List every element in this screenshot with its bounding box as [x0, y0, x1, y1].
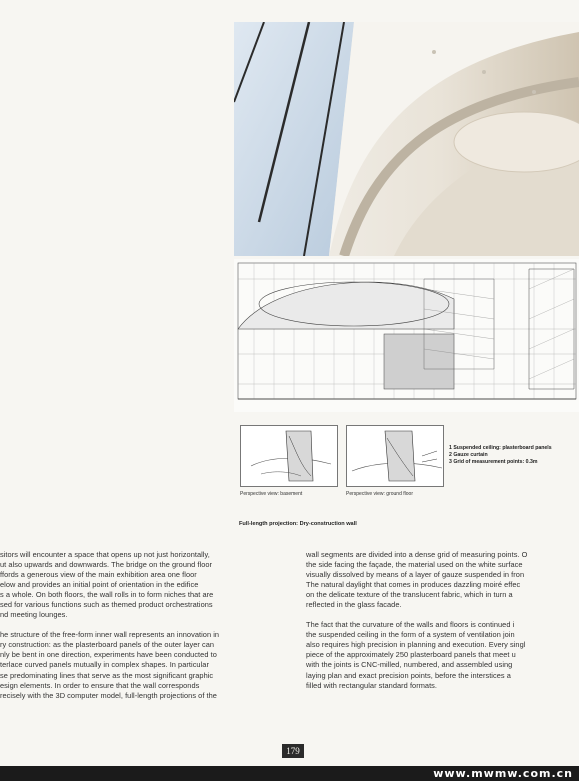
text-line: sitors will encounter a space that opens up not just horizontally, — [0, 550, 210, 559]
figure-legend — [449, 445, 552, 466]
text-line: ut also upwards and downwards. The bridge on the ground floor — [0, 560, 213, 570]
paragraph — [0, 630, 278, 700]
text-line: nly be bent in one direction, experiments have been conducted to — [0, 650, 217, 660]
paragraph — [306, 550, 579, 610]
text-line: piece of the approximately 250 plasterboard panels that meet u — [306, 650, 516, 660]
right-text-column — [306, 550, 579, 701]
legend-item: 1 Suspended ceiling: plasterboard panels — [449, 445, 552, 451]
text-line: sed for various functions such as themed product orchestrations — [0, 600, 213, 610]
text-line: elow and provides an initial point of orientation in the edifice — [0, 580, 199, 590]
interior-photo — [234, 22, 579, 256]
text-line: s a whole. On both floors, the wall rolls in to form niches that are — [0, 590, 214, 600]
text-line: The natural daylight that comes in produces dazzling moiré effec — [306, 580, 521, 590]
text-line: the suspended ceiling in the form of a system of ventilation join — [306, 630, 515, 640]
perspective-basement-drawing — [240, 425, 338, 487]
text-line: he structure of the free-form inner wall represents an innovation in — [0, 630, 220, 640]
text-line: on the delicate texture of the translucent fabric, which in turn a — [306, 590, 513, 600]
text-line: The fact that the curvature of the walls and floors is continued i — [306, 620, 515, 630]
text-line: ry construction: as the plasterboard panels of the outer layer can — [0, 640, 215, 650]
text-line: nd meeting lounges. — [0, 610, 68, 620]
perspective-basement-caption: Perspective view: basement — [240, 491, 303, 497]
text-line: se predominating lines that serve as the most significant graphic — [0, 670, 214, 680]
projection-drawing — [234, 259, 579, 412]
left-text-column — [0, 550, 278, 711]
text-line: recisely with the 3D computer model, full-length projections of the — [0, 690, 217, 700]
figure-title: Full-length projection: Dry-construction wall — [239, 521, 357, 527]
text-line: esign elements. In order to ensure that the wall corresponds — [0, 680, 200, 690]
perspective-ground-caption: Perspective view: ground floor — [346, 491, 413, 497]
text-line: laying plan and exact precision points, before the interstices a — [306, 670, 511, 680]
legend-item: 3 Grid of measurement points: 0.3m — [449, 459, 538, 465]
paragraph — [306, 620, 579, 690]
text-line: also requires high precision in planning and execution. Every singl — [306, 640, 526, 650]
legend-item: 2 Gauze curtain — [449, 452, 488, 458]
text-line: filled with rectangular standard formats. — [306, 680, 438, 690]
footer-url: www.mwmw.com.cn — [433, 767, 573, 780]
text-line: terlace curved panels mutually in complex shapes. In particular — [0, 660, 209, 670]
text-line: ffords a generous view of the main exhibition area one floor — [0, 570, 197, 580]
text-line: wall segments are divided into a dense grid of measuring points. O — [306, 550, 528, 559]
text-line: visually dissolved by means of a layer of gauze suspended in fron — [306, 570, 525, 580]
text-line: with the joints is CNC-milled, numbered, and assembled using — [306, 660, 513, 670]
text-line: the side facing the façade, the material used on the white surface — [306, 560, 523, 570]
paragraph — [0, 550, 278, 620]
text-line: reflected in the glass facade. — [306, 600, 402, 610]
perspective-ground-floor-drawing — [346, 425, 444, 487]
page-number: 179 — [282, 744, 304, 758]
